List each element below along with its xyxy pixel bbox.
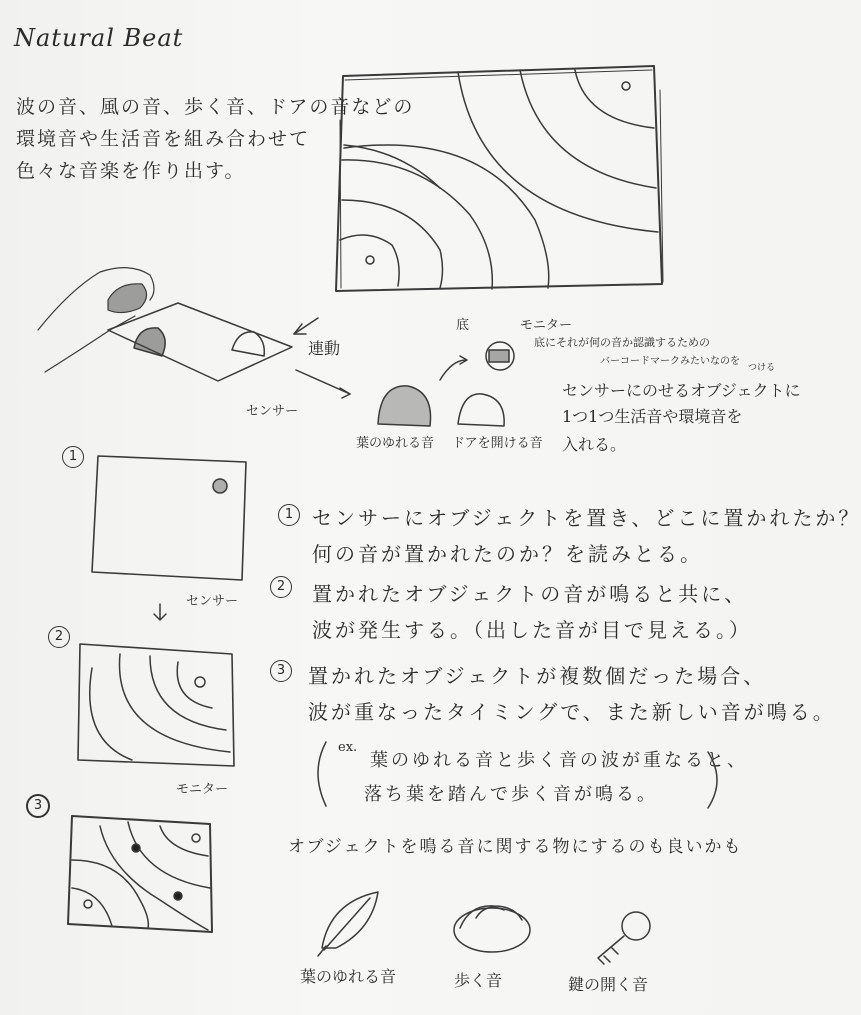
- step3-monitor-sketch: [68, 816, 212, 932]
- key-icon: [598, 912, 650, 964]
- barcode-note-3: つける: [748, 363, 776, 373]
- step2-text-badge: 2: [270, 576, 292, 598]
- page-title: Natural Beat: [14, 24, 184, 52]
- intro-line-1: 波の音、風の音、歩く音、ドアの音などの: [16, 96, 415, 118]
- intro-line-2: 環境音や生活音を組み合わせて: [16, 128, 311, 150]
- object-idea-note: オブジェクトを鳴る音に関する物にするのも良いかも: [288, 837, 743, 857]
- step3-text-badge: 3: [270, 660, 292, 682]
- sync-label: 連動: [308, 339, 341, 358]
- step2-monitor-sketch: [78, 644, 234, 766]
- object-note-2: 1つ1つ生活音や環境音を: [562, 407, 743, 426]
- step1-sensor-label: センサー: [186, 594, 239, 609]
- door-sound-label: ドアを開ける音: [452, 436, 543, 451]
- object-label-walk: 歩く音: [454, 971, 503, 990]
- example-mark: ex.: [338, 740, 358, 755]
- monitor-label: モニター: [520, 318, 573, 333]
- leaf-sound-label: 葉のゆれる音: [356, 436, 435, 451]
- leaf-icon: [318, 892, 378, 956]
- step2-line-1: 置かれたオブジェクトの音が鳴ると共に、: [312, 582, 748, 606]
- objects-sketch: [378, 342, 514, 426]
- sensor-label: センサー: [246, 404, 299, 419]
- step1-number-badge: 1: [62, 446, 84, 468]
- object-note-1: センサーにのせるオブジェクトに: [562, 381, 801, 400]
- step2-monitor-label: モニター: [176, 782, 229, 797]
- hand-sketch: [38, 268, 154, 372]
- step2-number-badge: 2: [48, 626, 70, 648]
- barcode-note-2: バーコードマークみたいなのを: [600, 356, 740, 367]
- object-label-leaf: 葉のゆれる音: [300, 967, 397, 986]
- step3-number-badge: 3: [26, 794, 50, 818]
- step3-line-2: 波が重なったタイミングで、また新しい音が鳴る。: [308, 700, 836, 724]
- intro-line-3: 色々な音楽を作り出す。: [16, 160, 246, 182]
- object-label-key: 鍵の開く音: [568, 975, 649, 994]
- object-note-3: 入れる。: [562, 435, 627, 454]
- step1-text-badge: 1: [278, 504, 300, 526]
- barcode-note-1: 底にそれが何の音か認識するための: [534, 336, 710, 349]
- bottom-label: 底: [456, 318, 470, 333]
- example-line-1: 葉のゆれる音と歩く音の波が重なると、: [370, 750, 748, 771]
- step1-line-1: センサーにオブジェクトを置き、どこに置かれたか？: [312, 506, 861, 530]
- step3-line-1: 置かれたオブジェクトが複数個だった場合、: [308, 664, 767, 688]
- shoe-icon: [454, 906, 530, 952]
- step1-line-2: 何の音が置かれたのか？を読みとる。: [312, 542, 703, 566]
- example-line-2: 落ち葉を踏んで歩く音が鳴る。: [364, 784, 658, 805]
- step2-line-2: 波が発生する。（出した音が目で見える。）: [312, 618, 752, 642]
- example-open-paren: [318, 742, 326, 806]
